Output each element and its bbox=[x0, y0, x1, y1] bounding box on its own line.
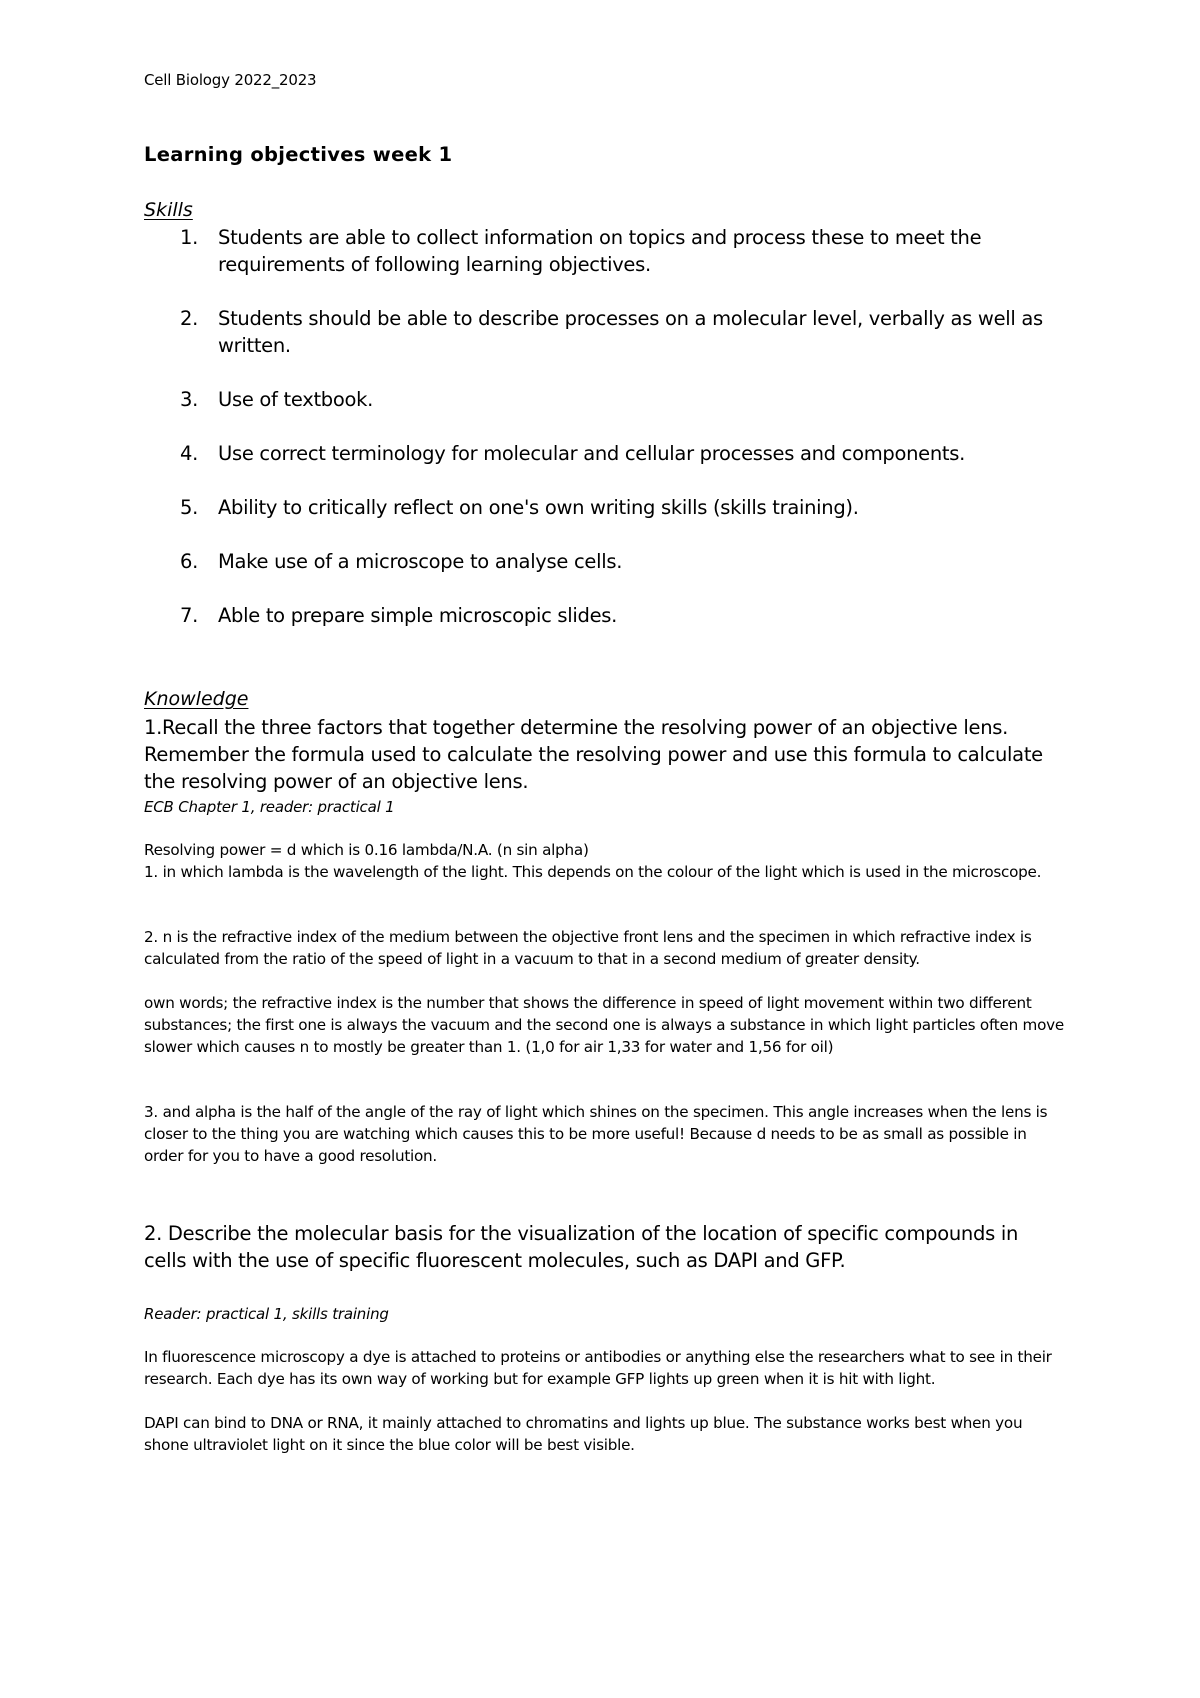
objective-1-answer-3: 3. and alpha is the half of the angle of the ray of light which shines on the specimen. This angle increases when the lens is closer to the thing you are watching which causes this to be more useful! Because d needs to be as small as possible in order for you to have a good resolution. bbox=[144, 1103, 1048, 1165]
objective-2-reference: Reader: practical 1, skills training bbox=[144, 1305, 389, 1323]
resolving-power-formula: Resolving power = d which is 0.16 lambda/N.A. (n sin alpha) bbox=[144, 841, 589, 859]
objective-1-answer-1: 1. in which lambda is the wavelength of the light. This depends on the colour of the light which is used in the microscope. bbox=[144, 863, 1042, 881]
objective-2-answer-2: DAPI can bind to DNA or RNA, it mainly attached to chromatins and lights up blue. The substance works best when you shone ultraviolet light on it since the blue color will be best visible. bbox=[144, 1414, 1023, 1454]
skills-heading: Skills bbox=[144, 199, 193, 221]
list-item bbox=[144, 224, 1064, 278]
list-item-text: Make use of a microscope to analyse cells. bbox=[218, 550, 623, 573]
list-number: 7. bbox=[180, 604, 199, 627]
skills-list bbox=[144, 224, 1064, 656]
objective-1-reference: ECB Chapter 1, reader: practical 1 bbox=[144, 798, 395, 816]
list-item bbox=[144, 386, 1064, 413]
list-item-text: Ability to critically reflect on one's own writing skills (skills training). bbox=[218, 496, 859, 519]
list-item bbox=[144, 548, 1064, 575]
list-item bbox=[144, 440, 1064, 467]
knowledge-heading: Knowledge bbox=[144, 688, 249, 710]
page-title: Learning objectives week 1 bbox=[144, 143, 453, 166]
list-item-text: Students are able to collect information on topics and process these to meet the requirements of following learning objectives. bbox=[218, 226, 982, 276]
list-item bbox=[144, 305, 1064, 359]
list-number: 5. bbox=[180, 496, 199, 519]
list-item-text: Use correct terminology for molecular and cellular processes and components. bbox=[218, 442, 966, 465]
list-item bbox=[144, 494, 1064, 521]
list-item bbox=[144, 602, 1064, 629]
list-number: 1. bbox=[180, 226, 199, 249]
list-item-text: Students should be able to describe processes on a molecular level, verbally as well as written. bbox=[218, 307, 1043, 357]
list-item-text: Use of textbook. bbox=[218, 388, 374, 411]
knowledge-objective-2: 2. Describe the molecular basis for the visualization of the location of specific compounds in cells with the use of specific fluorescent molecules, such as DAPI and GFP. bbox=[144, 1222, 1018, 1272]
list-number: 2. bbox=[180, 307, 199, 330]
list-number: 6. bbox=[180, 550, 199, 573]
course-header: Cell Biology 2022_2023 bbox=[144, 71, 317, 89]
list-item-text: Able to prepare simple microscopic slides. bbox=[218, 604, 618, 627]
list-number: 4. bbox=[180, 442, 199, 465]
objective-2-answer-1: In fluorescence microscopy a dye is attached to proteins or antibodies or anything else the researchers what to see in their research. Each dye has its own way of working but for example GFP lights up green when it is hit with light. bbox=[144, 1348, 1052, 1388]
objective-1-answer-2-own-words: own words; the refractive index is the number that shows the difference in speed of light movement within two different substances; the first one is always the vacuum and the second one is always a substance in which light particles often move slower which causes n to mostly be greater than 1. (1,0 for air 1,33 for water and 1,56 for oil) bbox=[144, 994, 1064, 1056]
objective-1-answer-2: 2. n is the refractive index of the medium between the objective front lens and the specimen in which refractive index is calculated from the ratio of the speed of light in a vacuum to that in a second medium of greater density. bbox=[144, 928, 1032, 968]
knowledge-objective-1: 1.Recall the three factors that together determine the resolving power of an objective lens. Remember the formula used to calculate the resolving power and use this formula to calculate the resolving power of an objective lens. bbox=[144, 716, 1043, 793]
list-number: 3. bbox=[180, 388, 199, 411]
